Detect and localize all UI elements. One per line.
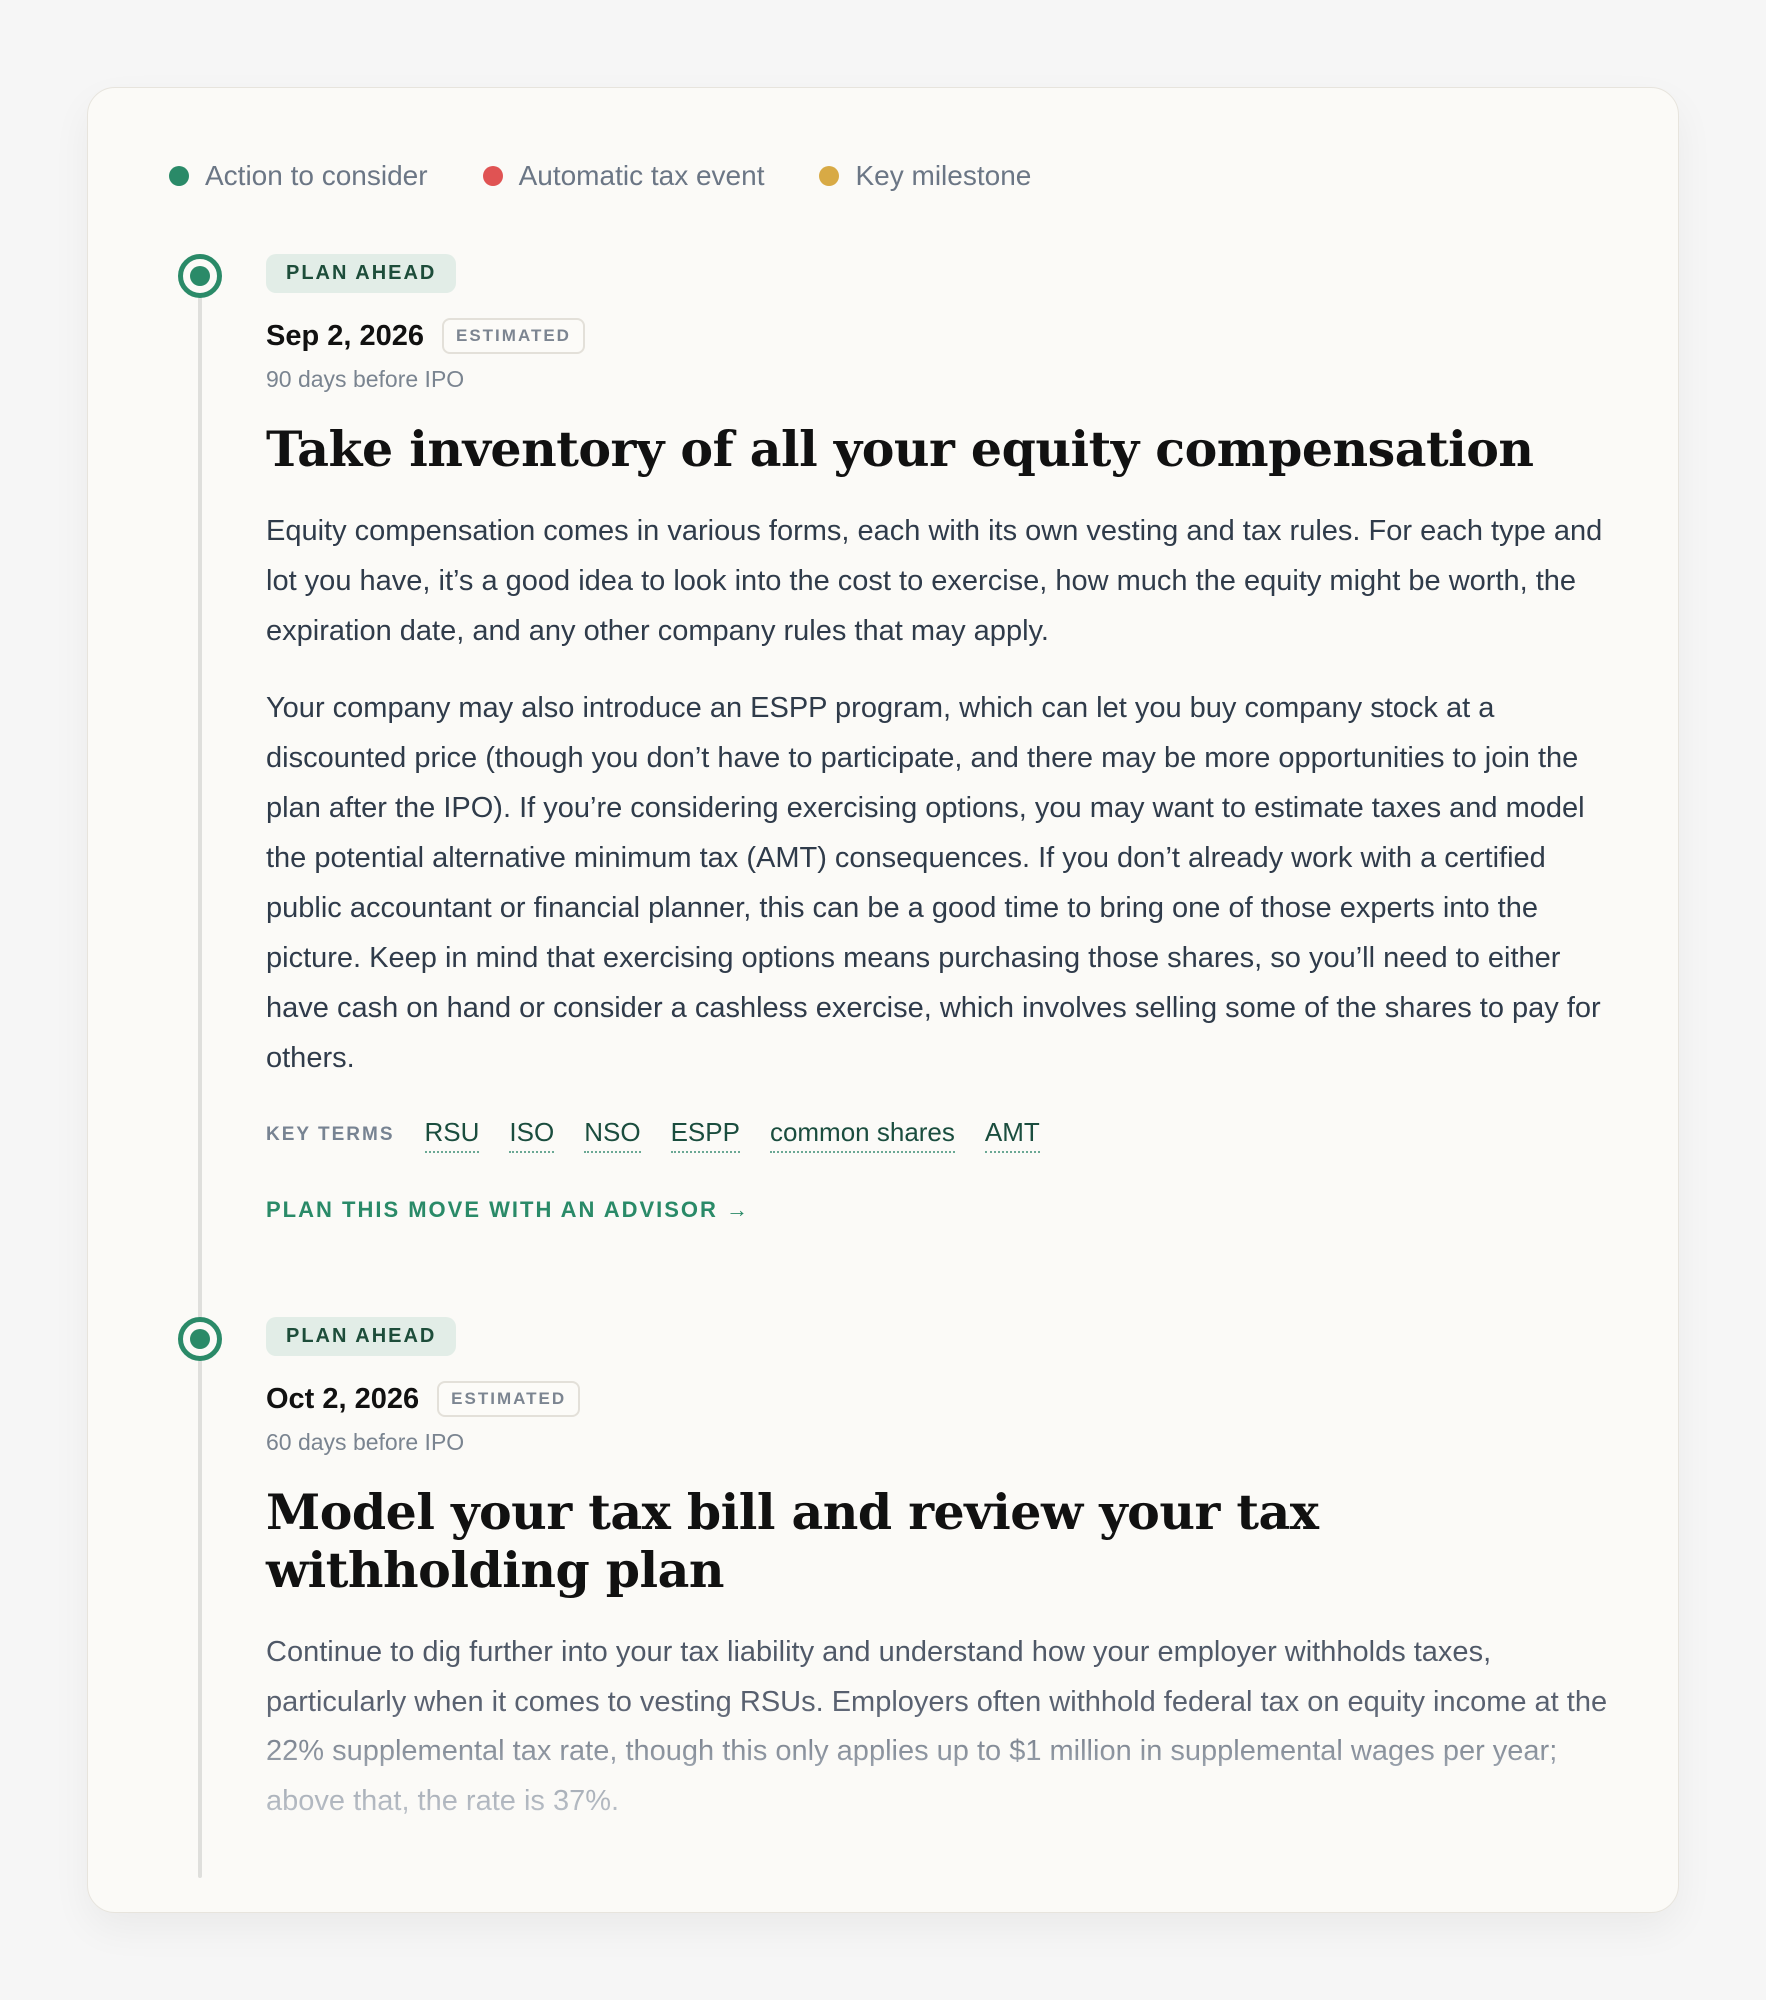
action-marker-icon (178, 254, 222, 298)
term-espp[interactable]: ESPP (671, 1117, 740, 1153)
legend-item-milestone (819, 160, 1031, 192)
milestone-dot-icon (819, 166, 839, 186)
date-row (266, 1381, 1616, 1417)
key-terms-label: KEY TERMS (266, 1124, 395, 1146)
estimated-badge: ESTIMATED (437, 1381, 580, 1417)
key-terms (266, 1117, 1616, 1153)
entry-meta: 90 days before IPO (266, 366, 465, 392)
term-amt[interactable]: AMT (985, 1117, 1040, 1153)
term-rsu[interactable]: RSU (425, 1117, 480, 1153)
legend-label-tax-event: Automatic tax event (518, 160, 765, 191)
term-nso[interactable]: NSO (584, 1117, 640, 1153)
entry-paragraph: Equity compensation comes in various forms, each with its own vesting and tax rules. For each type and lot you have, it’s a good idea to look into the cost to exercise, how much the equity might be worth, the expiration date, and any other company rules that may apply. (266, 514, 1603, 647)
legend-label-milestone: Key milestone (855, 160, 1032, 191)
date-row (266, 318, 1616, 354)
legend-item-tax-event (483, 160, 765, 192)
entry-paragraph: Your company may also introduce an ESPP program, which can let you buy company stock at a discounted price (though you don’t have to participate, and there may be more opportunities to join the plan after the IPO). If you’re considering exercising options, you may want to estimate taxes and model the potential alternative minimum tax (AMT) consequences. If you don’t already work with a certified public accountant or financial planner, this can be a good time to bring one of those experts into the picture. Keep in mind that exercising options means purchasing those shares, so you’ll need to either have cash on hand or consider a cashless exercise, which involves selling some of the shares to pay for others. (266, 692, 1601, 1074)
advisor-link[interactable]: PLAN THIS MOVE WITH AN ADVISOR → (266, 1197, 751, 1223)
estimated-badge: ESTIMATED (442, 318, 585, 354)
entry-heading: Take inventory of all your equity compensation (266, 420, 1534, 478)
legend-item-action (169, 160, 428, 192)
entry-date: Sep 2, 2026 (266, 319, 424, 352)
timeline-entry (266, 1317, 1616, 1827)
entry-tag: PLAN AHEAD (266, 1317, 456, 1356)
entry-paragraph: Continue to dig further into your tax liability and understand how your employer withholds taxes, particularly when it comes to vesting RSUs. Employers often withhold federal tax on equity income at the 22% supplemental tax rate, though this only applies up to $1 million in supplemental wages per year; above that, the rate is 37%. (266, 1628, 1616, 1828)
legend (169, 160, 1031, 192)
tax-event-dot-icon (483, 166, 503, 186)
term-common-shares[interactable]: common shares (770, 1117, 955, 1153)
timeline-line (198, 278, 202, 1878)
entry-heading: Model your tax bill and review your tax withholding plan (266, 1483, 1319, 1599)
entry-meta: 60 days before IPO (266, 1429, 465, 1455)
entry-date: Oct 2, 2026 (266, 1382, 420, 1415)
action-dot-icon (169, 166, 189, 186)
timeline-card (87, 87, 1679, 1913)
legend-label-action: Action to consider (205, 160, 428, 191)
entry-tag: PLAN AHEAD (266, 254, 456, 293)
timeline-entry (266, 254, 1616, 1223)
term-iso[interactable]: ISO (509, 1117, 554, 1153)
action-marker-icon (178, 1317, 222, 1361)
